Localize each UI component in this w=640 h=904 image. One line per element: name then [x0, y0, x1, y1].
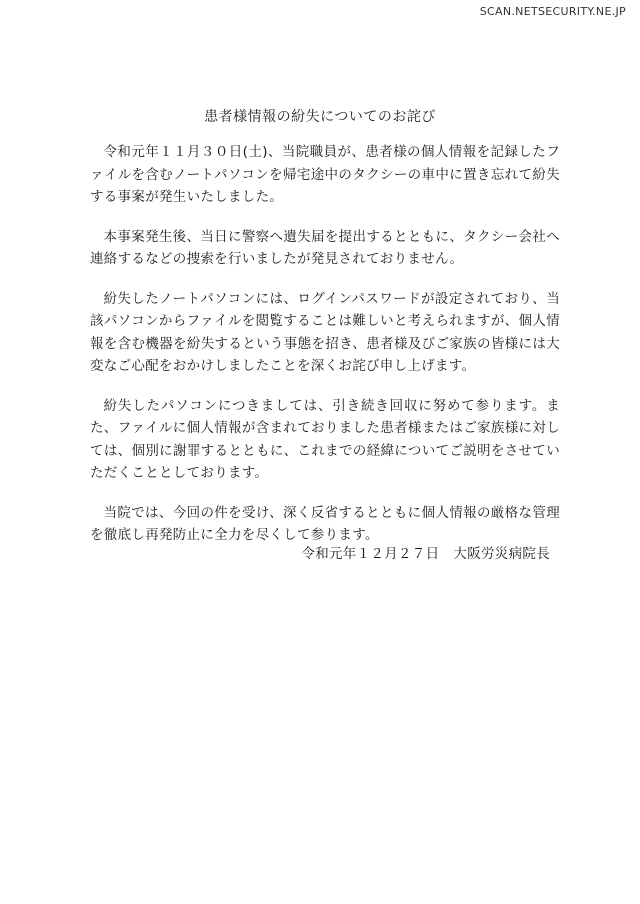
paragraph-search: 本事案発生後、当日に警察へ遺失届を提出するとともに、タクシー会社へ連絡するなどの捜索を行いましたが発見されておりません。: [90, 228, 560, 267]
site-watermark: SCAN.NETSECURITY.NE.JP: [479, 5, 626, 18]
signature-line: [301, 542, 550, 562]
signature-date: 令和元年１２月２７日: [301, 546, 440, 562]
document-title: 患者様情報の紛失についてのお詫び: [204, 109, 436, 125]
signature-author: 大阪労災病院長: [453, 546, 550, 562]
paragraph-incident: 令和元年１１月３０日(土)、当院職員が、患者様の個人情報を記録したファイルを含むノートパソコンを帰宅途中のタクシーの車中に置き忘れて紛失する事案が発生いたしました。: [90, 144, 560, 205]
paragraph-apology: 紛失したノートパソコンには、ログインパスワードが設定されており、当該パソコンからファイルを閲覧することは難しいと考えられますが、個人情報を含む機器を紛失するという事態を招き、患者様及びご家族の皆様には大変なご心配をおかけしましたことを深くお詫び申し上げます。: [90, 290, 560, 374]
document-body: [90, 141, 560, 564]
paragraph-recovery: 紛失したパソコンにつきましては、引き続き回収に努めて参ります。また、ファイルに個人情報が含まれておりました患者様またはご家族様に対しては、個別に謝罪するとともに、これまでの経緯についてご説明をさせていただくこととしております。: [90, 397, 560, 481]
paragraph-prevention: 当院では、今回の件を受け、深く反省するとともに個人情報の厳格な管理を徹底し再発防止に全力を尽くして参ります。: [90, 504, 560, 543]
